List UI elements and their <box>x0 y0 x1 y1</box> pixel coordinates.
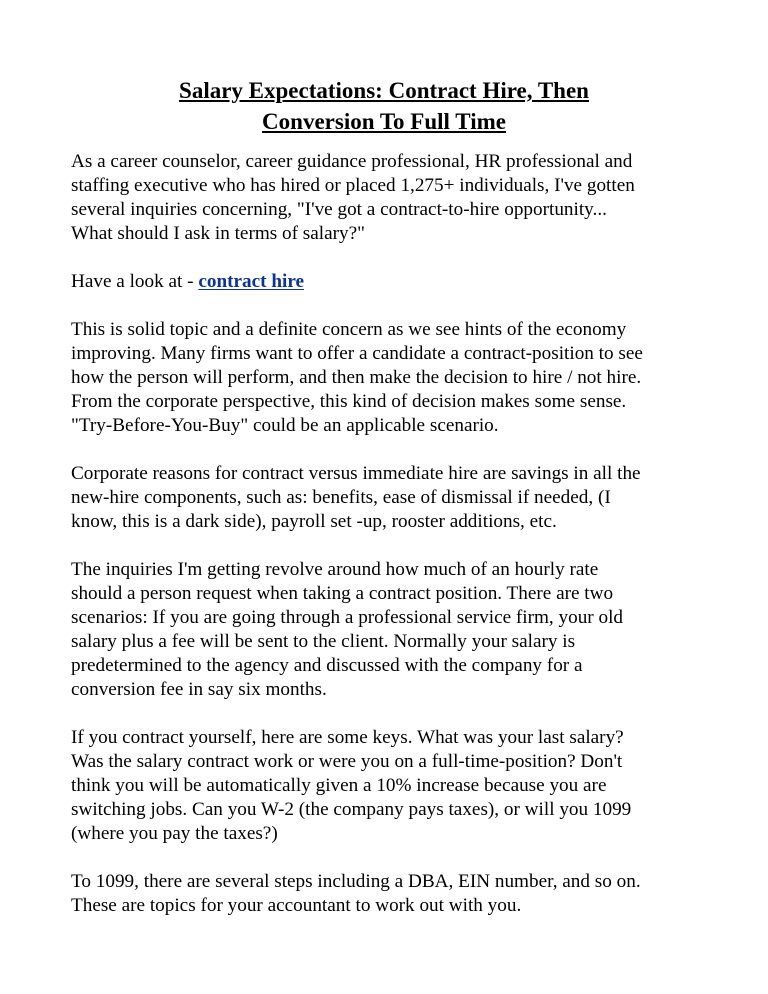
text-line: From the corporate perspective, this kind of decision makes some sense. <box>71 391 627 412</box>
paragraph-see-also <box>71 270 711 294</box>
text-line: This is solid topic and a definite concern as we see hints of the economy <box>71 319 627 340</box>
text-line: switching jobs. Can you W-2 (the company pays taxes), or will you 1099 <box>71 799 632 820</box>
text-line: improving. Many firms want to offer a candidate a contract-position to see <box>71 343 643 364</box>
text-line: "Try-Before-You-Buy" could be an applicable scenario. <box>71 415 499 436</box>
text-line: think you will be automatically given a 10% increase because you are <box>71 775 607 796</box>
see-also-line <box>71 270 711 294</box>
page-title <box>60 75 708 137</box>
see-also-prefix: Have a look at - <box>71 271 199 292</box>
text-line: Corporate reasons for contract versus immediate hire are savings in all the <box>71 463 641 484</box>
paragraph-topic <box>71 318 711 438</box>
paragraph-inquiries <box>71 558 711 702</box>
text-line: salary plus a fee will be sent to the client. Normally your salary is <box>71 631 576 652</box>
paragraph-self-contract <box>71 726 711 846</box>
text-line: The inquiries I'm getting revolve around how much of an hourly rate <box>71 559 599 580</box>
text-line: scenarios: If you are going through a professional service firm, your old <box>71 607 624 628</box>
text-line: As a career counselor, career guidance professional, HR professional and <box>71 151 633 172</box>
text-line: should a person request when taking a contract position. There are two <box>71 583 614 604</box>
title-line: Conversion To Full Time <box>262 109 506 134</box>
text-line: What should I ask in terms of salary?" <box>71 223 365 244</box>
text-line: predetermined to the agency and discussed with the company for a <box>71 655 583 676</box>
text-line: If you contract yourself, here are some keys. What was your last salary? <box>71 727 624 748</box>
text-line: how the person will perform, and then make the decision to hire / not hire. <box>71 367 642 388</box>
text-line: staffing executive who has hired or placed 1,275+ individuals, I've gotten <box>71 175 635 196</box>
paragraph-corporate-reasons <box>71 462 711 534</box>
paragraph-intro <box>71 150 711 246</box>
text-line: conversion fee in say six months. <box>71 679 327 700</box>
title-line: Salary Expectations: Contract Hire, Then <box>179 78 589 103</box>
article-body <box>71 150 711 942</box>
text-line: new-hire components, such as: benefits, ease of dismissal if needed, (I <box>71 487 611 508</box>
contract-hire-link[interactable]: contract hire <box>198 271 305 292</box>
paragraph-1099 <box>71 870 711 918</box>
text-line: several inquiries concerning, "I've got a contract-to-hire opportunity... <box>71 199 607 220</box>
text-line: (where you pay the taxes?) <box>71 823 278 844</box>
text-line: To 1099, there are several steps including a DBA, EIN number, and so on. <box>71 871 641 892</box>
text-line: These are topics for your accountant to work out with you. <box>71 895 522 916</box>
text-line: Was the salary contract work or were you on a full-time-position? Don't <box>71 751 623 772</box>
text-line: know, this is a dark side), payroll set -up, rooster additions, etc. <box>71 511 557 532</box>
